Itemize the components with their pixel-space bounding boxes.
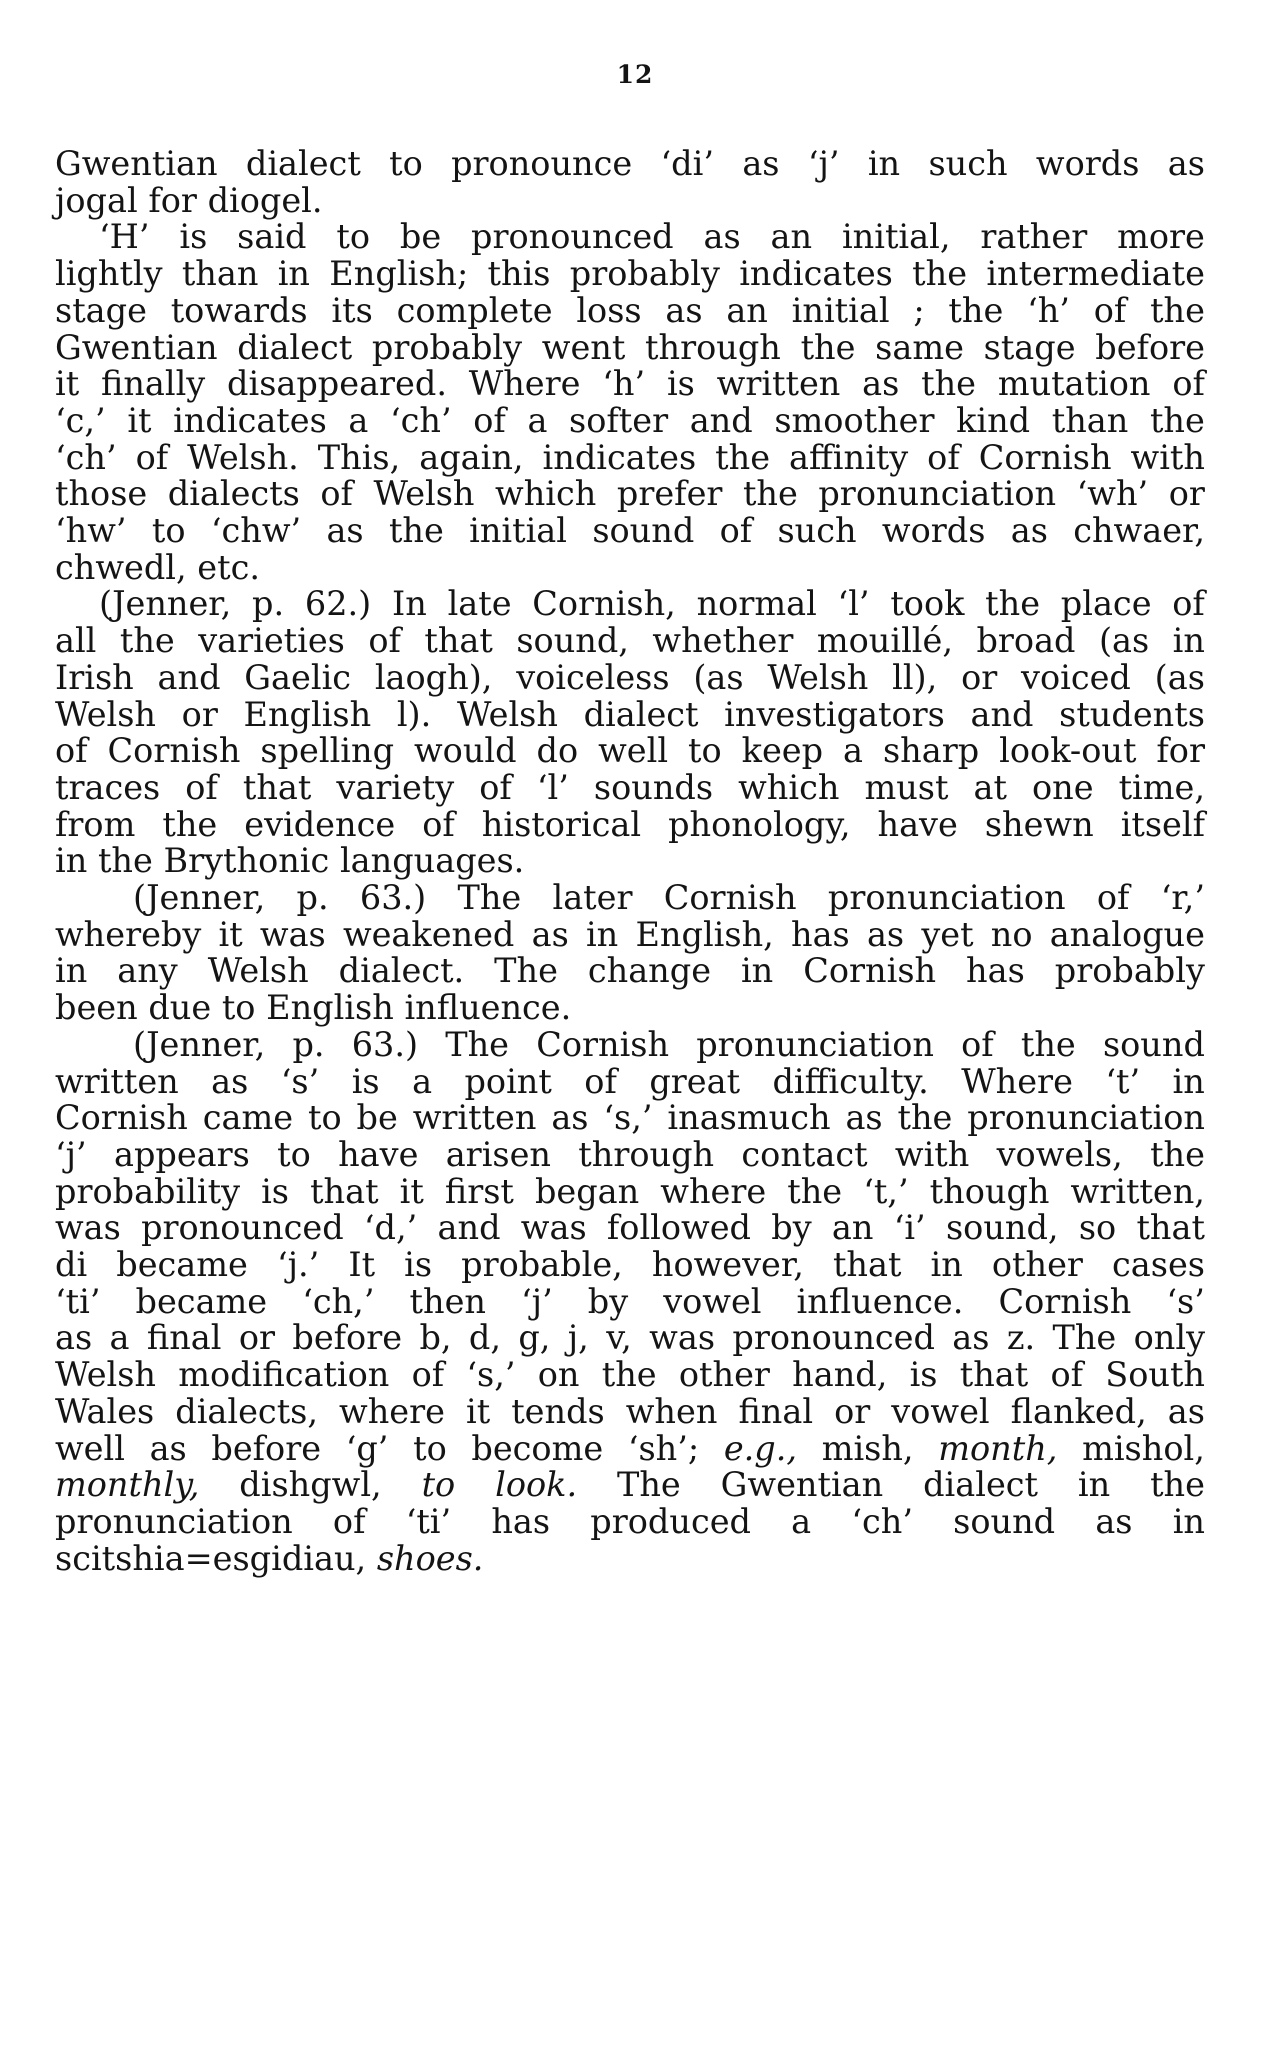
text-line: chwedl, etc. xyxy=(55,547,260,587)
text-line: traces of that variety of ‘l’ sounds which must at one time, xyxy=(55,767,1205,807)
text-line: pronunciation of ‘ti’ has produced a ‘ch’ sound as in xyxy=(55,1501,1205,1541)
text-line: probability is that it first began where the ‘t,’ though written, xyxy=(55,1171,1205,1211)
page-number: 12 xyxy=(616,60,654,89)
text-line: Wales dialects, where it tends when final or vowel flanked, as xyxy=(55,1391,1205,1431)
text-line: ‘ti’ became ‘ch,’ then ‘j’ by vowel influence. Cornish ‘s’ xyxy=(55,1281,1205,1321)
text-line: monthly, dishgwl, to look. The Gwentian dialect in the xyxy=(55,1465,1205,1505)
text-line: ‘hw’ to ‘chw’ as the initial sound of such words as chwaer, xyxy=(55,511,1205,550)
text-line: as a final or before b, d, g, j, v, was pronounced as z. The only xyxy=(55,1318,1205,1358)
text-line: from the evidence of historical phonology, have shewn itself xyxy=(55,804,1205,844)
text-line: well as before ‘g’ to become ‘sh’; e.g., mish, month, mishol, xyxy=(55,1428,1205,1468)
text-line: scitshia=esgidiau, shoes. xyxy=(55,1538,484,1578)
text-line: ‘c,’ it indicates a ‘ch’ of a softer and smoother kind than the xyxy=(55,400,1205,440)
text-line: stage towards its complete loss as an initial ; the ‘h’ of the xyxy=(55,290,1205,330)
text-line: whereby it was weakened as in English, has as yet no analogue xyxy=(55,914,1205,954)
text-line: ‘j’ appears to have arisen through contact with vowels, the xyxy=(55,1134,1205,1174)
text-line: Welsh or English l). Welsh dialect investigators and students xyxy=(55,694,1205,734)
text-line: in any Welsh dialect. The change in Cornish has probably xyxy=(55,951,1205,991)
text-line: (Jenner, p. 63.) The Cornish pronunciation of the sound xyxy=(133,1024,1205,1064)
text-line: in the Brythonic languages. xyxy=(55,841,525,881)
text-line: written as ‘s’ is a point of great difficulty. Where ‘t’ in xyxy=(55,1061,1205,1101)
text-line: ‘H’ is said to be pronounced as an initial, rather more xyxy=(99,217,1205,257)
text-line: all the varieties of that sound, whether mouillé, broad (as in xyxy=(55,621,1205,661)
text-line: Cornish came to be written as ‘s,’ inasmuch as the pronunciation xyxy=(55,1098,1205,1138)
text-line: of Cornish spelling would do well to keep a sharp look-out for xyxy=(55,731,1205,771)
text-line: Welsh modification of ‘s,’ on the other hand, is that of South xyxy=(55,1355,1205,1395)
text-line: lightly than in English; this probably indicates the intermediate xyxy=(55,254,1205,294)
text-line: (Jenner, p. 63.) The later Cornish pronunciation of ‘r,’ xyxy=(133,878,1205,917)
text-line: those dialects of Welsh which prefer the pronunciation ‘wh’ or xyxy=(55,474,1205,514)
text-line: (Jenner, p. 62.) In late Cornish, normal ‘l’ took the place of xyxy=(99,584,1205,624)
text-line: di became ‘j.’ It is probable, however, that in other cases xyxy=(55,1245,1205,1284)
text-line: Irish and Gaelic laogh), voiceless (as Welsh ll), or voiced (as xyxy=(55,657,1205,697)
text-line: been due to English influence. xyxy=(55,988,572,1028)
text-line: ‘ch’ of Welsh. This, again, indicates the affinity of Cornish with xyxy=(55,437,1205,477)
text-line: Gwentian dialect to pronounce ‘di’ as ‘j’ in such words as xyxy=(55,144,1205,183)
text-line: it finally disappeared. Where ‘h’ is written as the mutation of xyxy=(55,364,1205,404)
text-line: was pronounced ‘d,’ and was followed by an ‘i’ sound, so that xyxy=(55,1208,1205,1248)
text-line: Gwentian dialect probably went through the same stage before xyxy=(55,327,1205,367)
text-line: jogal for diogel. xyxy=(55,180,323,220)
